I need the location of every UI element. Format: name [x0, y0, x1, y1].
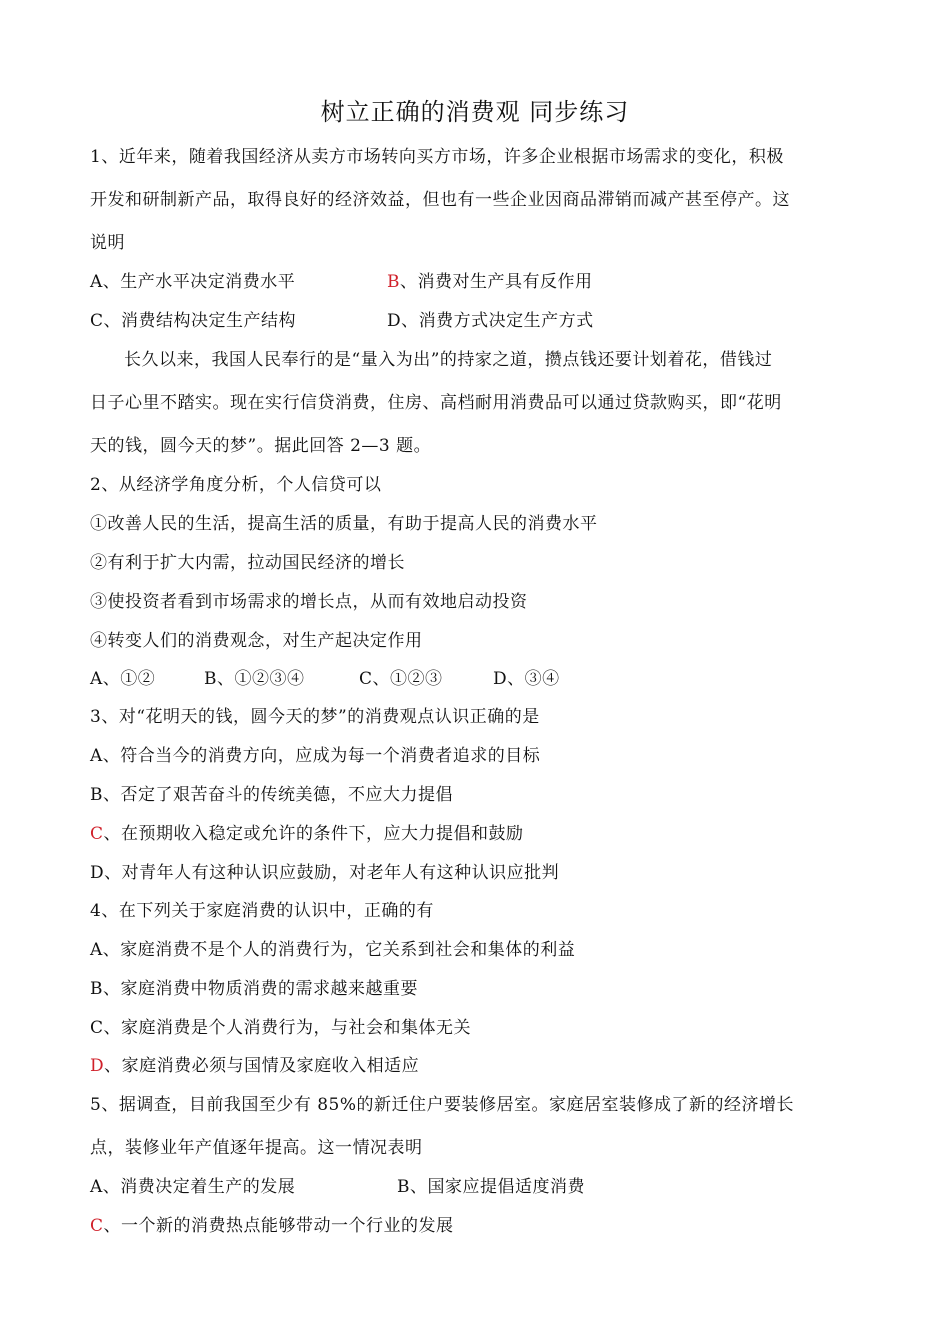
q1-options-row-1 [90, 267, 593, 292]
q2-options-row [90, 664, 560, 689]
q4-answer-d-letter: D [90, 1056, 105, 1076]
q5-options-row [90, 1172, 585, 1197]
q3-option-a: A、符合当今的消费方向，应成为每一个消费者追求的目标 [90, 746, 541, 766]
q1-line-2: 开发和研制新产品，取得良好的经济效益，但也有一些企业因商品滞销而减产甚至停产。这 [90, 190, 790, 210]
q2-option-d: D、③④ [493, 669, 560, 689]
q4-option-b: B、家庭消费中物质消费的需求越来越重要 [90, 979, 418, 999]
q4-option-a: A、家庭消费不是个人的消费行为，它关系到社会和集体的利益 [90, 940, 576, 960]
q2-option-b: B、①②③④ [204, 669, 305, 689]
q4-option-c: C、家庭消费是个人消费行为，与社会和集体无关 [90, 1018, 472, 1038]
q5-option-c [90, 1211, 454, 1236]
q2-statement-4: ④转变人们的消费观念，对生产起决定作用 [90, 631, 423, 651]
q2-statement-3: ③使投资者看到市场需求的增长点，从而有效地启动投资 [90, 592, 528, 612]
q1-options-row-2 [90, 306, 594, 331]
q3-stem: 3、对“花明天的钱，圆今天的梦”的消费观点认识正确的是 [90, 707, 540, 727]
q3-option-c [90, 819, 524, 844]
q3-answer-c-letter: C [90, 824, 104, 844]
q4-option-d-text: 、家庭消费必须与国情及家庭收入相适应 [104, 1056, 420, 1076]
q1-option-a: A、生产水平决定消费水平 [90, 272, 296, 292]
q5-option-a: A、消费决定着生产的发展 [90, 1177, 296, 1197]
q2-option-a: A、①② [90, 669, 156, 689]
q1-option-c: C、消费结构决定生产结构 [90, 311, 297, 331]
q4-stem: 4、在下列关于家庭消费的认识中，正确的有 [90, 901, 434, 921]
q1-option-d: D、消费方式决定生产方式 [387, 311, 594, 331]
passage-line-1: 长久以来，我国人民奉行的是“量入为出”的持家之道，攒点钱还要计划着花，借钱过 [124, 350, 773, 370]
passage-line-3: 天的钱，圆今天的梦”。据此回答 2—3 题。 [90, 436, 432, 456]
q5-line-2: 点，装修业年产值逐年提高。这一情况表明 [90, 1138, 423, 1158]
q2-statement-2: ②有利于扩大内需，拉动国民经济的增长 [90, 553, 405, 573]
q1-line-3: 说明 [90, 233, 125, 253]
q1-option-b-text: 、消费对生产具有反作用 [400, 272, 593, 292]
page-title: 树立正确的消费观 同步练习 [320, 98, 630, 126]
q4-option-d [90, 1051, 419, 1076]
q5-option-c-text: 、一个新的消费热点能够带动一个行业的发展 [103, 1216, 454, 1236]
q2-option-c: C、①②③ [359, 669, 443, 689]
q5-line-1: 5、据调查，目前我国至少有 85%的新迁住户要装修居室。家庭居室装修成了新的经济增长 [90, 1095, 795, 1115]
passage-line-2: 日子心里不踏实。现在实行信贷消费，住房、高档耐用消费品可以通过贷款购买，即“花明 [90, 393, 782, 413]
q2-stem: 2、从经济学角度分析，个人信贷可以 [90, 475, 382, 495]
q3-option-c-text: 、在预期收入稳定或允许的条件下，应大力提倡和鼓励 [103, 824, 524, 844]
q3-option-d: D、对青年人有这种认识应鼓励，对老年人有这种认识应批判 [90, 863, 560, 883]
q2-statement-1: ①改善人民的生活，提高生活的质量，有助于提高人民的消费水平 [90, 514, 598, 534]
q3-option-b: B、否定了艰苦奋斗的传统美德，不应大力提倡 [90, 785, 453, 805]
q1-line-1: 1、近年来，随着我国经济从卖方市场转向买方市场，许多企业根据市场需求的变化，积极 [90, 147, 784, 167]
q5-answer-c-letter: C [90, 1216, 104, 1236]
q1-answer-b-letter: B [387, 272, 400, 292]
q5-option-b: B、国家应提倡适度消费 [397, 1177, 585, 1197]
